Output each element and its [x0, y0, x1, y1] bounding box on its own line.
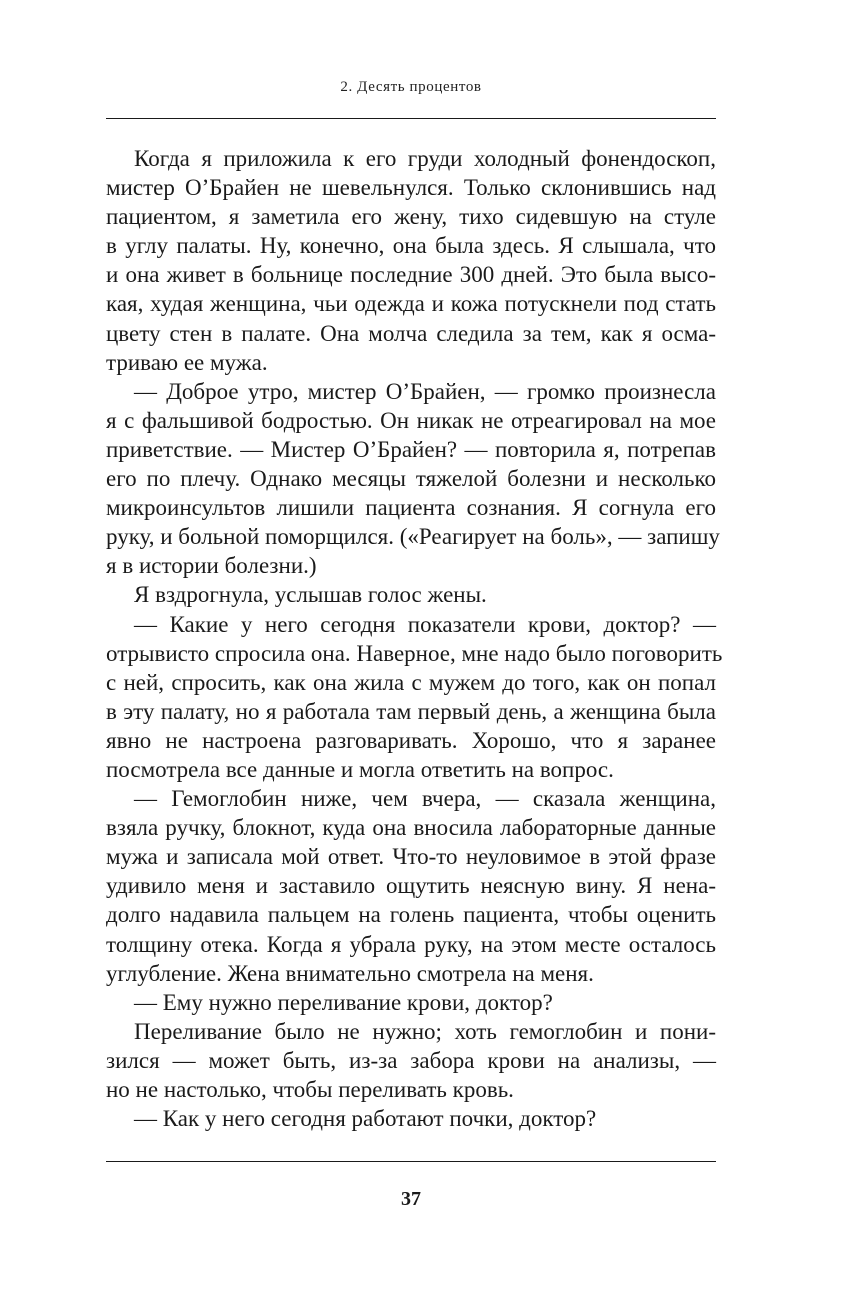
text-line: с ней, спросить, как она жила с мужем до того, как он попал	[106, 669, 716, 695]
text-line: цвету стен в палате. Она молча следила за тем, как я осма-	[106, 320, 716, 346]
text-line: толщину отека. Когда я убрала руку, на этом месте осталось	[106, 931, 716, 957]
text-line: кая, худая женщина, чьи одежда и кожа потускнели под стать	[106, 291, 716, 317]
text-line: но не настолько, чтобы переливать кровь.	[106, 1077, 514, 1102]
text-line: мужа и записала мой ответ. Что-то неуловимое в этой фразе	[106, 844, 716, 870]
text-line: — Ему нужно переливание крови, доктор?	[134, 989, 553, 1015]
text-line: пациентом, я заметила его жену, тихо сидевшую на стуле	[106, 204, 716, 230]
text-line: углубление. Жена внимательно смотрела на меня.	[106, 960, 594, 986]
text-line: — Гемоглобин ниже, чем вчера, — сказала женщина,	[134, 786, 716, 812]
running-head-title: 2. Десять процентов	[340, 79, 482, 95]
text-line: триваю ее мужа.	[106, 349, 268, 375]
text-line: я с фальшивой бодростью. Он никак не отреагировал на мое	[106, 407, 716, 433]
text-line: руку, и больной поморщился. («Реагирует на боль», — запишу	[106, 524, 720, 550]
text-line: его по плечу. Однако месяцы тяжелой болезни и несколько	[106, 466, 716, 492]
text-line: Я вздрогнула, услышав голос жены.	[134, 582, 487, 608]
text-line: микроинсультов лишили пациента сознания. Я согнула его	[106, 495, 716, 521]
page-number: 37	[401, 1188, 421, 1210]
text-line: — Какие у него сегодня показатели крови, доктор? —	[134, 611, 716, 637]
text-line: зился — может быть, из-за забора крови на анализы, —	[106, 1047, 716, 1073]
text-line: посмотрела все данные и могла ответить на вопрос.	[106, 756, 614, 782]
header-rule	[106, 118, 716, 119]
text-line: приветствие. — Мистер О’Брайен? — повторила я, потрепав	[106, 436, 716, 462]
text-line: отрывисто спросила она. Наверное, мне надо было поговорить	[106, 640, 723, 666]
text-line: Переливание было не нужно; хоть гемоглобин и пони-	[134, 1018, 716, 1044]
text-line: Когда я приложила к его груди холодный фонендоскоп,	[134, 146, 716, 171]
text-line: в эту палату, но я работала там первый день, а женщина была	[106, 698, 716, 724]
text-line: и она живет в больнице последние 300 дней. Это была высо-	[106, 262, 716, 288]
text-line: взяла ручку, блокнот, куда она вносила лабораторные данные	[106, 815, 716, 841]
text-line: я в истории болезни.)	[106, 553, 317, 579]
text-line: в углу палаты. Ну, конечно, она была здесь. Я слышала, что	[106, 233, 716, 259]
text-line: долго надавила пальцем на голень пациента, чтобы оценить	[106, 902, 716, 928]
text-line: мистер О’Брайен не шевельнулся. Только склонившись над	[106, 175, 716, 201]
text-line: удивило меня и заставило ощутить неясную вину. Я нена-	[106, 873, 716, 899]
text-line: — Как у него сегодня работают почки, доктор?	[134, 1106, 597, 1132]
text-line: — Доброе утро, мистер О’Брайен, — громко произнесла	[134, 378, 716, 404]
body-text	[106, 144, 723, 1133]
text-line: явно не настроена разговаривать. Хорошо, что я заранее	[106, 727, 716, 753]
footer-rule	[106, 1161, 716, 1162]
